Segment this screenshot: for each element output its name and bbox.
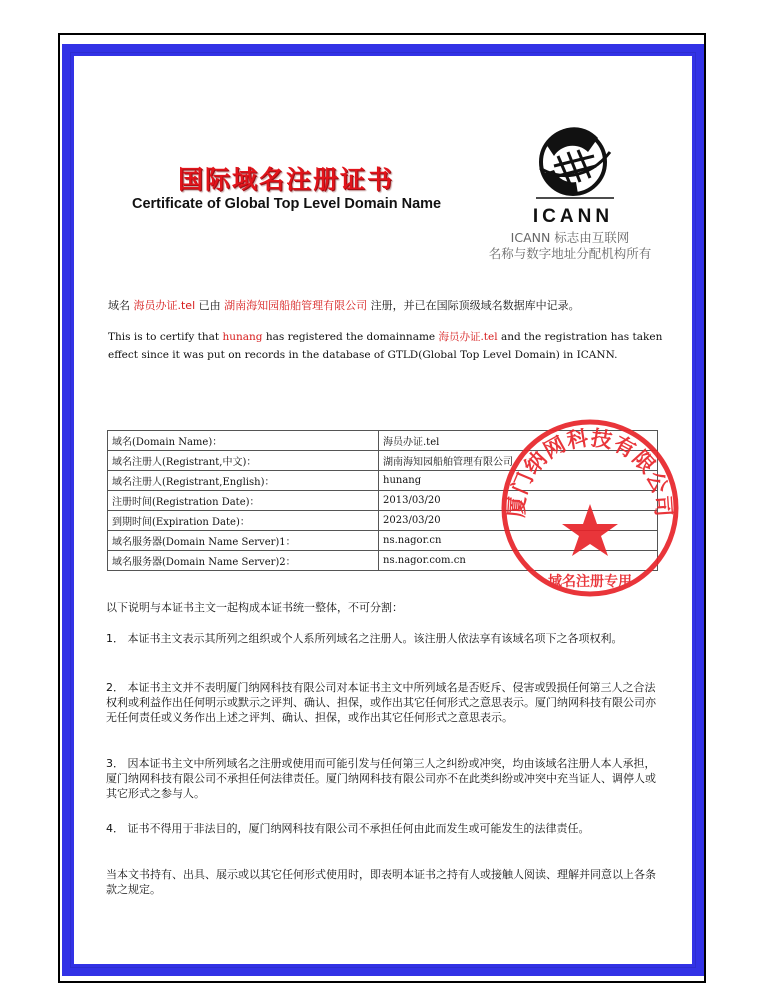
- closing-statement: 当本文书持有、出具、展示或以其它任何形式使用时，即表明本证书之持有人或接触人阅读、理解并同意以上各条款之规定。: [106, 868, 656, 896]
- icann-note-line-1: ICANN 标志由互联网: [510, 230, 630, 245]
- icann-ownership-note: [470, 230, 670, 262]
- table-value: hunang: [379, 471, 658, 491]
- intro-cn-registrant: 湖南海知园船舶管理有限公司: [224, 299, 368, 312]
- term-item-3: 3． 因本证书主文中所列域名之注册或使用而可能引发与任何第三人之纠纷或冲突，均由该域名注册人本人承担，厦门纳网科技有限公司不承担任何法律责任。厦门纳网科技有限公司亦不在此类纠纷或冲突中充当证人、调停人或其它形式之参与人。: [106, 757, 656, 800]
- table-value: 2013/03/20: [379, 491, 658, 511]
- company-seal-stamp: [498, 416, 682, 600]
- table-value: 2023/03/20: [379, 511, 658, 531]
- certificate-title-en: Certificate of Global Top Level Domain Name: [132, 196, 442, 212]
- intro-en-domain: 海员办证.tel: [438, 331, 498, 343]
- seal-company-name: 厦门纳网科技有限公司: [504, 425, 676, 519]
- seal-purpose: 域名注册专用: [548, 574, 632, 590]
- intro-cn-paragraph: [108, 297, 668, 313]
- table-label: 域名服务器(Domain Name Server)2：: [108, 551, 379, 571]
- intro-en-post: and the registration has taken effect since it was put on records in the database of GTLD(Global Top Level Domain) in ICANN.: [108, 331, 663, 361]
- table-label: 域名(Domain Name)：: [108, 431, 379, 451]
- icann-globe-icon: [518, 122, 628, 232]
- table-label: 注册时间(Registration Date)：: [108, 491, 379, 511]
- term-item-1: 1． 本证书主文表示其所列之组织或个人系所列域名之注册人。该注册人依法享有该域名项下之各项权利。: [106, 632, 623, 645]
- intro-cn-pre: 域名: [108, 299, 134, 312]
- term-item-2: 2． 本证书主文并不表明厦门纳网科技有限公司对本证书主文中所列域名是否贬斥、侵害或毁损任何第三人之合法权利或利益作出任何明示或默示之评判、确认、担保，或作出其它任何形式之意思表示。厦门纳网科技有限公司亦无任何责任或义务作出上述之评判、确认、担保，或作出其它任何形式之意思表示。: [106, 681, 656, 724]
- certificate-title-cn: 国际域名注册证书: [178, 165, 395, 194]
- intro-en-paragraph: [108, 328, 664, 364]
- terms-intro: 以下说明与本证书主文一起构成本证书统一整体，不可分割：: [106, 601, 403, 614]
- table-value: ns.nagor.cn: [379, 531, 658, 551]
- icann-logo-text: ICANN: [532, 206, 614, 227]
- table-label: 到期时间(Expiration Date)：: [108, 511, 379, 531]
- intro-cn-mid: 已由: [195, 299, 225, 312]
- intro-cn-post: 注册，并已在国际顶级域名数据库中记录。: [367, 299, 580, 312]
- table-label: 域名服务器(Domain Name Server)1：: [108, 531, 379, 551]
- table-label: 域名注册人(Registrant,中文)：: [108, 451, 379, 471]
- table-value: ns.nagor.com.cn: [379, 551, 658, 571]
- table-value: 海员办证.tel: [379, 431, 658, 451]
- intro-cn-domain: 海员办证.tel: [133, 299, 196, 312]
- intro-en-user: hunang: [222, 331, 263, 343]
- intro-en-pre: This is to certify that: [108, 331, 223, 343]
- table-label: 域名注册人(Registrant,English)：: [108, 471, 379, 491]
- intro-en-mid: has registered the domainname: [262, 331, 439, 343]
- icann-note-line-2: 名称与数字地址分配机构所有: [488, 246, 652, 261]
- term-item-4: 4． 证书不得用于非法目的，厦门纳网科技有限公司不承担任何由此而发生或可能发生的法律责任。: [106, 822, 590, 835]
- table-value: 湖南海知园船舶管理有限公司: [379, 451, 658, 471]
